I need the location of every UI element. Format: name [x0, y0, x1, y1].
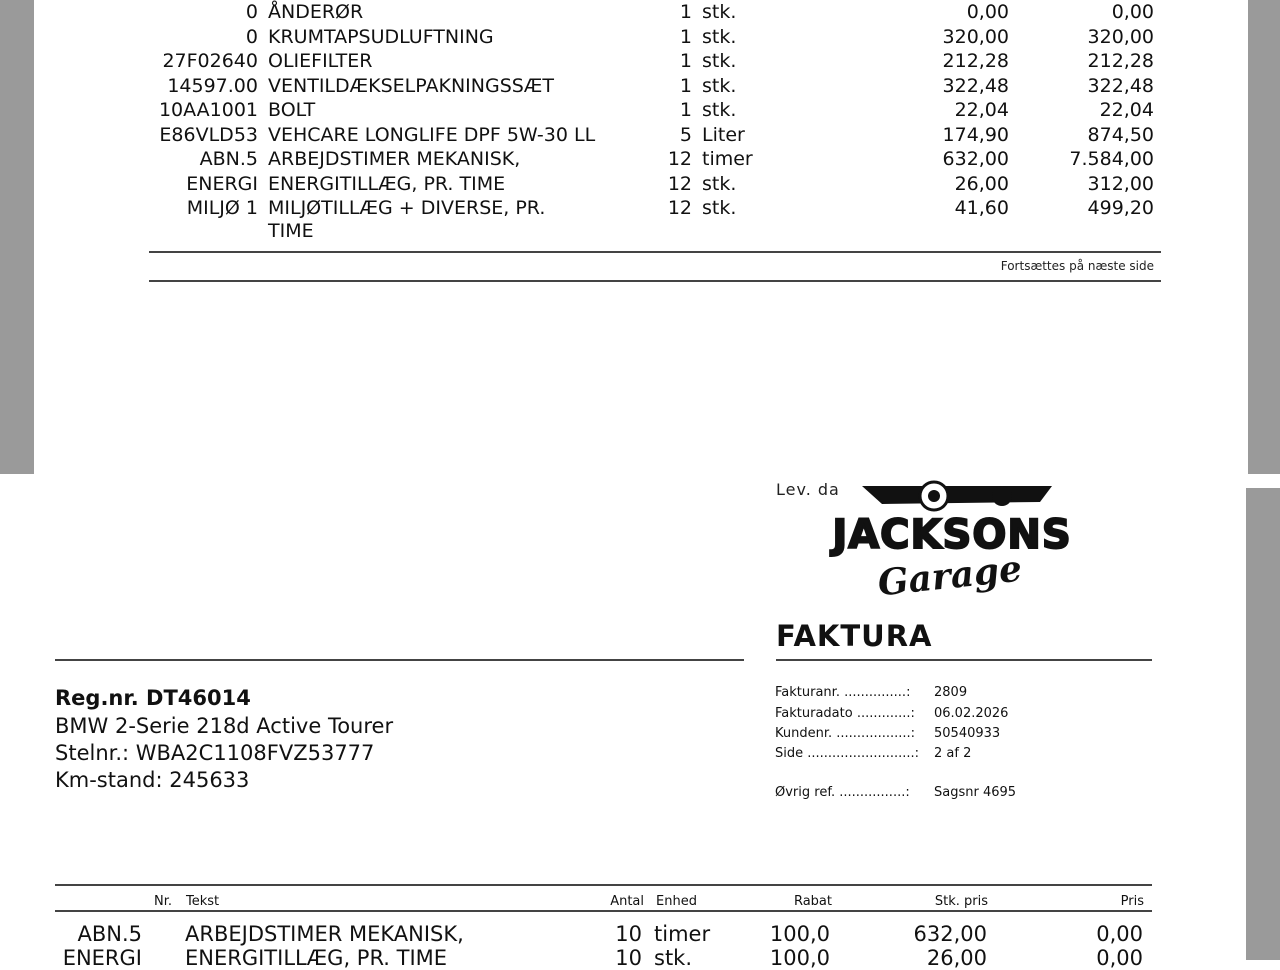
cell-pris: 212,28	[1087, 50, 1154, 72]
cell-enhed: stk.	[702, 25, 737, 48]
logo-text-garage: Garage	[875, 547, 1024, 604]
cell-stk-pris: 22,04	[954, 99, 1009, 121]
cell-text: ÅNDERØR	[268, 1, 364, 23]
chassis-number: Stelnr.: WBA2C1108FVZ53777	[55, 741, 375, 765]
divider	[55, 659, 744, 661]
cell-enhed: stk.	[702, 172, 737, 195]
cell-text: KRUMTAPSUDLUFTNING	[268, 25, 494, 48]
cell-stk-pris: 320,00	[942, 25, 1009, 48]
table-row	[34, 147, 1248, 171]
wrapped-text-line	[34, 219, 1248, 243]
cell-pris: 320,00	[1087, 25, 1154, 48]
col-rabat: Rabat	[793, 894, 832, 909]
cell-text: ARBEJDSTIMER MEKANISK,	[185, 922, 464, 946]
cell-antal: 12	[667, 172, 692, 195]
cell-text: BOLT	[268, 99, 316, 121]
col-stk-pris: Stk. pris	[934, 894, 988, 909]
cell-nr: 0	[245, 1, 258, 23]
cell-nr: MILJØ 1	[186, 197, 258, 219]
cell-nr: 10AA1001	[158, 99, 258, 121]
table-row	[34, 123, 1248, 147]
col-enhed: Enhed	[656, 894, 697, 909]
cell-text: MILJØTILLÆG + DIVERSE, PR.	[268, 197, 546, 219]
table-row	[34, 0, 1248, 24]
cell-stk-pris: 632,00	[942, 148, 1009, 170]
wrap-text: TIME	[268, 220, 314, 242]
cell-text: OLIEFILTER	[268, 50, 373, 72]
col-tekst: Tekst	[186, 894, 220, 909]
continue-note: Fortsættes på næste side	[1000, 259, 1154, 273]
cell-stk-pris: 0,00	[966, 1, 1009, 23]
cell-nr: ENERGI	[62, 946, 142, 970]
cell-antal: 5	[679, 123, 692, 146]
cell-antal: 12	[667, 148, 692, 170]
cell-pris: 874,50	[1087, 123, 1154, 146]
cell-antal: 1	[679, 74, 692, 97]
divider	[776, 659, 1152, 661]
cell-stk-pris: 174,90	[942, 123, 1009, 146]
cell-pris: 312,00	[1087, 172, 1154, 195]
cell-nr: 0	[245, 25, 258, 48]
table-header-top-rule	[55, 884, 1152, 886]
cell-antal: 10	[615, 946, 642, 970]
cell-nr: 14597.00	[167, 74, 258, 97]
right-gray-margin-lower	[1246, 488, 1280, 960]
cell-text: VEHCARE LONGLIFE DPF 5W-30 LL	[268, 123, 596, 146]
document-title: FAKTURA	[776, 619, 933, 653]
cell-nr: ABN.5	[77, 922, 142, 946]
cell-enhed: Liter	[702, 123, 745, 146]
table-header-bottom-rule	[55, 910, 1152, 912]
cell-nr: ABN.5	[199, 148, 258, 170]
cell-pris: 0,00	[1096, 922, 1143, 946]
meta-invoice-date: Fakturadato .............: 06.02.2026	[775, 706, 1009, 721]
cell-antal: 1	[679, 50, 692, 72]
table-row	[34, 74, 1248, 98]
meta-invoice-number: Fakturanr. ...............: 2809	[775, 685, 968, 700]
jacksons-garage-logo	[822, 474, 1082, 604]
cell-nr: E86VLD53	[159, 123, 258, 146]
cell-enhed: stk.	[702, 50, 737, 72]
cell-enhed: stk.	[654, 946, 693, 970]
meta-page: Side ..........................: 2 af 2	[775, 746, 972, 761]
cell-text: ENERGITILLÆG, PR. TIME	[185, 946, 448, 970]
cell-pris: 0,00	[1096, 946, 1143, 970]
cell-antal: 1	[679, 25, 692, 48]
right-gray-margin	[1248, 0, 1280, 474]
cell-stk-pris: 26,00	[954, 172, 1009, 195]
cell-pris: 0,00	[1111, 1, 1154, 23]
vehicle-model: BMW 2-Serie 218d Active Tourer	[55, 714, 394, 738]
cell-antal: 1	[679, 1, 692, 23]
logo-text-jacksons: JACKSONS	[832, 512, 1072, 558]
invoice-page-2	[0, 474, 1246, 970]
col-pris: Pris	[1120, 894, 1144, 909]
cell-rabat: 100,0	[769, 922, 830, 946]
table-row	[34, 25, 1248, 49]
cell-pris: 499,20	[1087, 197, 1154, 219]
lev-dato-fragment: Lev. da	[776, 480, 840, 499]
left-gray-margin	[0, 0, 34, 474]
col-antal: Antal	[610, 894, 644, 909]
cell-enhed: stk.	[702, 99, 737, 121]
cell-enhed: timer	[702, 148, 753, 170]
odometer: Km-stand: 245633	[55, 768, 250, 792]
cell-stk-pris: 632,00	[913, 922, 987, 946]
cell-pris: 7.584,00	[1069, 148, 1154, 170]
cell-text: VENTILDÆKSELPAKNINGSSÆT	[268, 74, 554, 97]
cell-antal: 1	[679, 99, 692, 121]
cell-stk-pris: 212,28	[942, 50, 1009, 72]
cell-pris: 22,04	[1099, 99, 1154, 121]
divider	[149, 251, 1161, 253]
meta-other-ref: Øvrig ref. ................: Sagsnr 4695	[775, 785, 1017, 800]
cell-enhed: stk.	[702, 197, 737, 219]
table-row	[34, 49, 1248, 73]
table-row	[34, 172, 1248, 196]
cell-pris: 322,48	[1087, 74, 1154, 97]
cell-text: ARBEJDSTIMER MEKANISK,	[268, 148, 521, 170]
cell-nr: 27F02640	[162, 50, 258, 72]
col-nr: Nr.	[154, 894, 173, 909]
divider	[149, 280, 1161, 282]
cell-stk-pris: 26,00	[926, 946, 987, 970]
cell-enhed: stk.	[702, 74, 737, 97]
cell-enhed: timer	[654, 922, 711, 946]
cell-antal: 12	[667, 197, 692, 219]
table-row	[34, 196, 1248, 220]
cell-stk-pris: 41,60	[954, 197, 1009, 219]
table-row	[34, 98, 1248, 122]
cell-enhed: stk.	[702, 1, 737, 23]
registration-number: Reg.nr. DT46014	[55, 686, 251, 710]
cell-text: ENERGITILLÆG, PR. TIME	[268, 172, 506, 195]
cell-nr: ENERGI	[186, 172, 258, 195]
cell-rabat: 100,0	[769, 946, 830, 970]
meta-customer-number: Kundenr. ..................: 50540933	[775, 726, 1001, 741]
invoice-page-1	[34, 0, 1248, 474]
cell-stk-pris: 322,48	[942, 74, 1009, 97]
cell-antal: 10	[615, 922, 642, 946]
